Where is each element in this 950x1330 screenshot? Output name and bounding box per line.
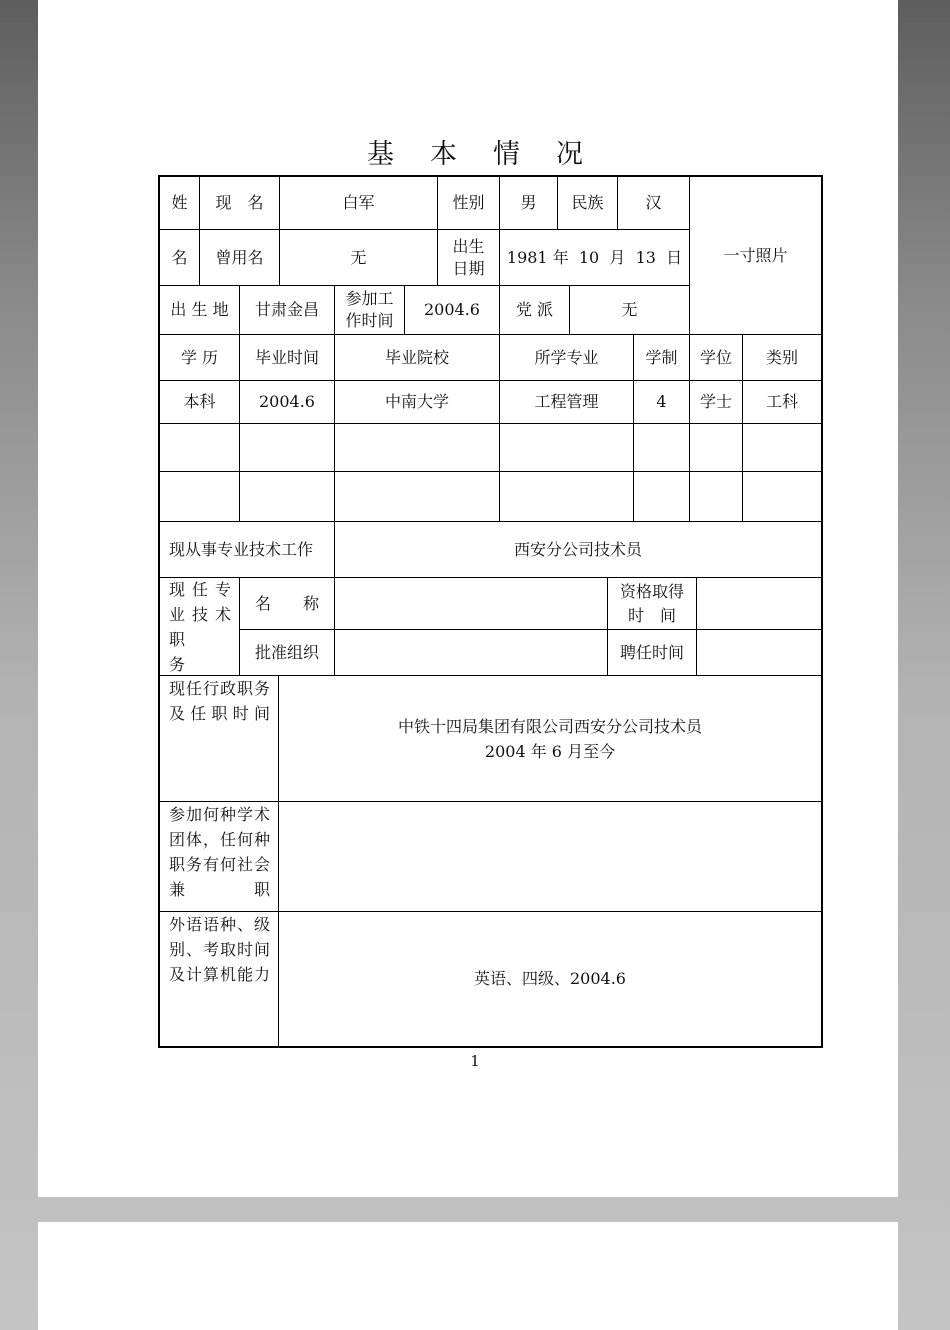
party-value: 无 [570, 286, 690, 335]
admin-post-value-line: 中铁十四局集团有限公司西安分公司技术员 [397, 716, 702, 736]
admin-post-label [160, 676, 279, 802]
current-name-value: 白军 [280, 177, 438, 230]
former-name-label: 曾用名 [200, 230, 280, 286]
tech-title-label [160, 578, 240, 676]
ethnicity-label: 民族 [558, 177, 618, 230]
edu-cell [690, 424, 743, 472]
admin-post-label-line: 及 任 职 时 间 [169, 704, 270, 723]
academic-groups-label-line: 职务有何社会 [169, 855, 270, 874]
work-start-label-line: 参加工 [345, 289, 394, 308]
edu-cell [240, 424, 335, 472]
qualification-time-label [608, 578, 697, 630]
edu-header-category: 类别 [743, 335, 821, 381]
photo-box: 一寸照片 [690, 177, 821, 335]
birth-label-line: 出生 [452, 236, 485, 256]
current-name-label: 现 名 [200, 177, 280, 230]
birth-label-line: 日期 [452, 258, 485, 278]
edu-header-school: 毕业院校 [335, 335, 500, 381]
ming-label: 名 [160, 230, 200, 286]
edu-header-duration: 学制 [634, 335, 690, 381]
edu-cell: 工科 [743, 381, 821, 424]
qualification-time-value [697, 578, 821, 630]
tech-title-label-line: 现 任 专 [169, 579, 231, 599]
academic-groups-label-line: 参加何种学术 [169, 805, 270, 824]
birth-date-label [438, 230, 500, 286]
language-computer-label-line: 及计算机能力 [169, 965, 270, 984]
tech-name-label: 名 称 [240, 578, 335, 630]
edu-cell [500, 472, 634, 522]
edu-cell [160, 424, 240, 472]
edu-header-major: 所学专业 [500, 335, 634, 381]
edu-cell: 工程管理 [500, 381, 634, 424]
edu-cell: 学士 [690, 381, 743, 424]
title-char: 本 [430, 139, 457, 170]
edu-cell [634, 424, 690, 472]
birthplace-value: 甘肃金昌 [240, 286, 335, 335]
edu-cell [240, 472, 335, 522]
approver-label: 批准组织 [240, 630, 335, 676]
qualification-time-label-line: 资格取得 [619, 581, 684, 601]
academic-groups-label [160, 802, 279, 912]
title-char: 情 [493, 139, 520, 170]
hire-time-value [697, 630, 821, 676]
title-char: 基 [367, 139, 394, 170]
ethnicity-value: 汉 [618, 177, 690, 230]
tech-title-label-line: 职 务 [169, 629, 218, 674]
current-work-value: 西安分公司技术员 [335, 522, 821, 578]
gender-value: 男 [500, 177, 558, 230]
edu-header-degree-level: 学 历 [160, 335, 240, 381]
edu-cell [634, 472, 690, 522]
edu-cell [335, 472, 500, 522]
edu-cell [743, 472, 821, 522]
gender-label: 性别 [438, 177, 500, 230]
edu-cell [500, 424, 634, 472]
academic-groups-value [279, 802, 821, 912]
edu-cell [743, 424, 821, 472]
edu-header-grad-time: 毕业时间 [240, 335, 335, 381]
academic-groups-label-line: 兼 职 [169, 880, 270, 899]
edu-cell [160, 472, 240, 522]
academic-groups-label-line: 团体，任何种 [169, 830, 270, 849]
birth-date-value: 1981 年 10 月 13 日 [500, 230, 690, 286]
title-char: 况 [556, 139, 583, 170]
edu-cell: 2004.6 [240, 381, 335, 424]
tech-title-label-line: 业 技 术 [169, 604, 231, 624]
admin-post-value [279, 676, 821, 802]
work-start-value: 2004.6 [405, 286, 500, 335]
approver-value [335, 630, 608, 676]
edu-cell: 本科 [160, 381, 240, 424]
edu-cell [335, 424, 500, 472]
tech-name-value [335, 578, 608, 630]
current-work-label: 现从事专业技术工作 [160, 522, 335, 578]
work-start-label-line: 作时间 [345, 311, 394, 330]
admin-post-label-line: 现任行政职务 [169, 679, 270, 698]
xing-label: 姓 [160, 177, 200, 230]
qualification-time-label-line: 时 间 [627, 605, 676, 625]
language-computer-label-line: 别、考取时间 [169, 940, 270, 959]
edu-cell: 4 [634, 381, 690, 424]
hire-time-label: 聘任时间 [608, 630, 697, 676]
work-start-label [335, 286, 405, 335]
edu-cell: 中南大学 [335, 381, 500, 424]
language-computer-label-line: 外语语种、级 [169, 915, 270, 934]
admin-post-value-line: 2004 年 6 月至今 [484, 741, 616, 761]
next-page [38, 1222, 898, 1330]
edu-header-degree: 学位 [690, 335, 743, 381]
former-name-value: 无 [280, 230, 438, 286]
page-number: 1 [470, 1052, 480, 1070]
party-label: 党 派 [500, 286, 570, 335]
language-computer-value: 英语、四级、2004.6 [474, 969, 626, 988]
document-title [0, 132, 950, 171]
birthplace-label: 出 生 地 [160, 286, 240, 335]
language-computer-label [160, 912, 279, 1046]
edu-cell [690, 472, 743, 522]
